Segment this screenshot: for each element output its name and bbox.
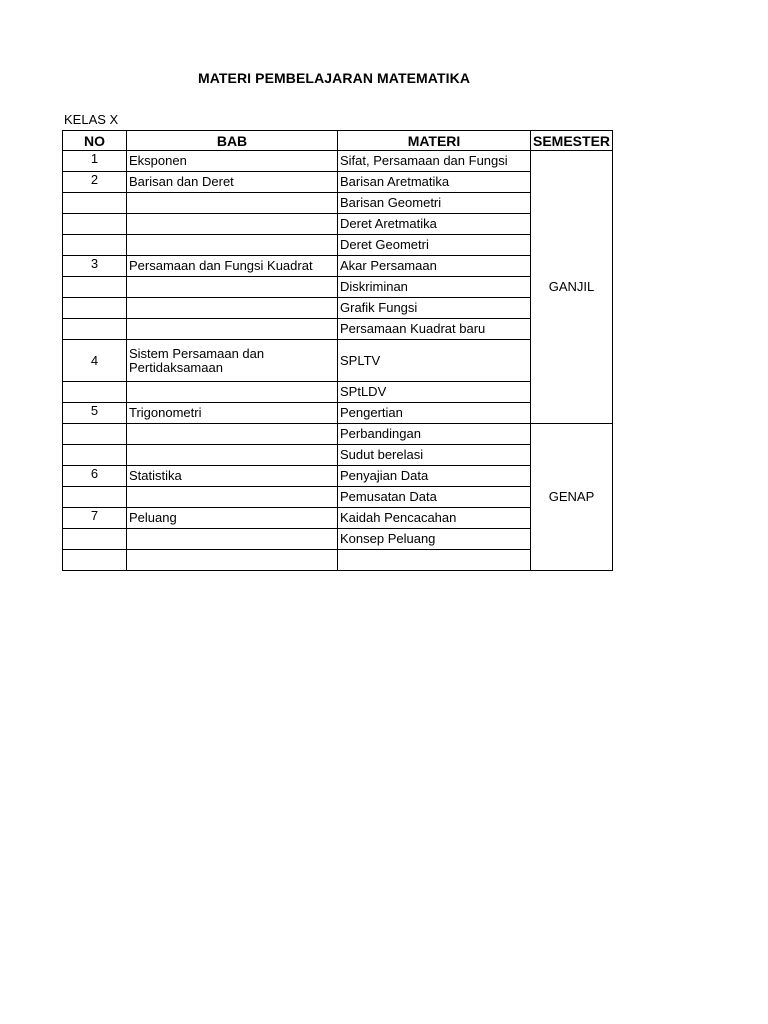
row-materi: Pemusatan Data xyxy=(338,487,531,508)
row-bab: Barisan dan Deret xyxy=(127,172,338,193)
row-no xyxy=(63,235,127,256)
row-bab xyxy=(127,214,338,235)
table-row xyxy=(63,550,613,571)
row-no: 3 xyxy=(63,256,127,277)
row-bab xyxy=(127,424,338,445)
row-materi: Pengertian xyxy=(338,403,531,424)
table-row xyxy=(63,298,613,319)
row-materi: Deret Aretmatika xyxy=(338,214,531,235)
row-bab xyxy=(127,193,338,214)
row-no xyxy=(63,382,127,403)
class-label: KELAS X xyxy=(64,112,119,127)
row-no xyxy=(63,214,127,235)
row-no xyxy=(63,529,127,550)
row-materi: Penyajian Data xyxy=(338,466,531,487)
semester-genap: GENAP xyxy=(531,424,613,571)
row-no: 5 xyxy=(63,403,127,424)
row-no: 6 xyxy=(63,466,127,487)
row-materi: SPLTV xyxy=(338,340,531,382)
semester-ganjil: GANJIL xyxy=(531,151,613,424)
row-no xyxy=(63,319,127,340)
table-row xyxy=(63,319,613,340)
row-materi: Perbandingan xyxy=(338,424,531,445)
row-bab: Eksponen xyxy=(127,151,338,172)
header-no: NO xyxy=(63,131,127,151)
table-row xyxy=(63,256,613,277)
row-bab: Trigonometri xyxy=(127,403,338,424)
row-bab xyxy=(127,235,338,256)
row-bab xyxy=(127,319,338,340)
row-bab: Persamaan dan Fungsi Kuadrat xyxy=(127,256,338,277)
row-materi: Konsep Peluang xyxy=(338,529,531,550)
document-title: MATERI PEMBELAJARAN MATEMATIKA xyxy=(197,70,471,86)
table-header-row xyxy=(63,131,613,151)
table-row xyxy=(63,172,613,193)
row-no xyxy=(63,487,127,508)
table-row xyxy=(63,214,613,235)
table-row xyxy=(63,466,613,487)
row-materi xyxy=(338,550,531,571)
row-materi: Sudut berelasi xyxy=(338,445,531,466)
row-materi: Grafik Fungsi xyxy=(338,298,531,319)
table-row xyxy=(63,529,613,550)
row-materi: Diskriminan xyxy=(338,277,531,298)
row-materi: SPtLDV xyxy=(338,382,531,403)
table-row xyxy=(63,487,613,508)
table-row xyxy=(63,382,613,403)
table-row xyxy=(63,151,613,172)
row-bab xyxy=(127,277,338,298)
table-row xyxy=(63,193,613,214)
table-row xyxy=(63,235,613,256)
row-no xyxy=(63,298,127,319)
row-no: 4 xyxy=(63,340,127,382)
table-row xyxy=(63,277,613,298)
row-no: 7 xyxy=(63,508,127,529)
table-row xyxy=(63,403,613,424)
table-row xyxy=(63,340,613,382)
row-bab xyxy=(127,382,338,403)
row-materi: Sifat, Persamaan dan Fungsi xyxy=(338,151,531,172)
row-materi: Deret Geometri xyxy=(338,235,531,256)
row-materi: Akar Persamaan xyxy=(338,256,531,277)
row-no xyxy=(63,193,127,214)
row-no: 2 xyxy=(63,172,127,193)
row-bab: Sistem Persamaan dan Pertidaksamaan xyxy=(127,340,338,382)
header-semester: SEMESTER xyxy=(531,131,613,151)
row-bab: Statistika xyxy=(127,466,338,487)
header-bab: BAB xyxy=(127,131,338,151)
row-bab xyxy=(127,445,338,466)
row-no: 1 xyxy=(63,151,127,172)
row-bab xyxy=(127,298,338,319)
row-materi: Barisan Geometri xyxy=(338,193,531,214)
table-row xyxy=(63,445,613,466)
row-materi: Kaidah Pencacahan xyxy=(338,508,531,529)
curriculum-table xyxy=(62,130,613,571)
row-materi: Barisan Aretmatika xyxy=(338,172,531,193)
table-row xyxy=(63,424,613,445)
row-bab xyxy=(127,529,338,550)
row-no xyxy=(63,445,127,466)
row-no xyxy=(63,550,127,571)
row-materi: Persamaan Kuadrat baru xyxy=(338,319,531,340)
header-materi: MATERI xyxy=(338,131,531,151)
row-no xyxy=(63,424,127,445)
row-bab xyxy=(127,550,338,571)
row-bab xyxy=(127,487,338,508)
table-row xyxy=(63,508,613,529)
row-no xyxy=(63,277,127,298)
row-bab: Peluang xyxy=(127,508,338,529)
